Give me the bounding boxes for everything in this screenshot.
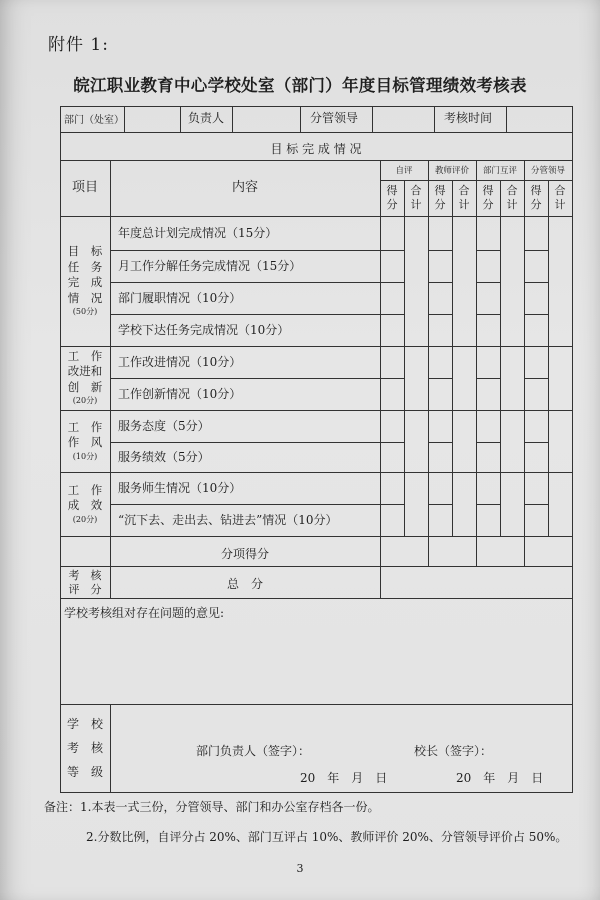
leader-label: 分管领导 [310,111,359,125]
group-score: (10分) [72,451,98,461]
group-label-line: 目 标 [67,244,103,258]
score-col-header: 得 分 [386,184,398,211]
grade-label-line: 等 级 [66,765,103,779]
total-col-header: 合 计 [458,184,470,211]
responsible-field[interactable] [233,107,300,132]
evaluator-header: 教师评价 [434,166,469,176]
dept-field[interactable] [125,107,180,132]
opinion-label: 学校考核组对存在问题的意见: [64,606,225,620]
grade-label-line: 考 核 [66,741,103,755]
col-item-header: 项目 [71,180,98,195]
group-label-line: 创 新 [67,379,103,394]
time-field[interactable] [507,107,572,132]
score-col-header: 得 分 [434,184,446,211]
col-content-header: 内容 [231,180,258,195]
score-col-header: 得 分 [482,184,494,211]
content-row-label: 月工作分解任务完成情况（15分） [118,259,302,273]
content-row-label: 工作改进情况（10分） [118,355,242,369]
group-score: (50分) [72,307,98,316]
score-col-header: 得 分 [530,184,542,211]
dept-label: 部门（处室） [64,115,124,126]
total-col-header: 合 计 [506,184,518,211]
evaluator-header: 部门互评 [482,166,517,176]
form-title: 皖江职业教育中心学校处室（部门）年度目标管理绩效考核表 [73,76,527,95]
assess-score-label: 考 核 评 分 [68,569,102,596]
total-score-label: 总 分 [226,577,263,591]
content-row-label: “沉下去、走出去、钻进去”情况（10分） [118,513,338,527]
attachment-label: 附件 1: [48,35,109,55]
group-label-line: 任 务 [67,259,103,274]
responsible-label: 负责人 [188,111,225,125]
dept-sign-label: 部门负责人（签字）： [196,744,311,758]
content-row-label: 部门履职情况（10分） [118,291,242,305]
group-label-line: 成 效 [67,498,103,512]
total-col-header: 合 计 [554,184,566,211]
opinion-field[interactable] [61,620,572,704]
group-label-line: 工 作 [67,348,103,363]
content-row-label: 年度总计划完成情况（15分） [118,226,278,240]
total-col-header: 合 计 [410,184,422,211]
grade-label-line: 学 校 [66,717,103,731]
group-label-line: 工 作 [67,482,103,497]
content-row-label: 服务师生情况（10分） [118,481,242,495]
subtotal-label: 分项得分 [220,547,269,561]
group-label [60,346,110,410]
group-label [60,410,110,472]
leader-field[interactable] [373,107,434,132]
date-2: 20 年 月 日 [456,771,544,785]
content-row-label: 工作创新情况（10分） [118,387,242,401]
group-label-line: 工 作 [67,419,103,434]
group-score: (20分) [72,514,98,524]
grade-label [60,704,110,792]
section-title: 目 标 完 成 情 况 [270,142,362,156]
group-label [60,472,110,536]
content-row-label: 学校下达任务完成情况（10分） [118,323,290,337]
group-label-line: 情 况 [67,290,103,305]
note-1: 备注：1.本表一式三份，分管领导、部门和办公室存档各一份。 [44,800,380,814]
time-label: 考核时间 [444,111,493,125]
group-label-line: 改进和 [67,364,103,379]
note-2: 2.分数比例，自评分占 20%、部门互评占 10%、教师评价 20%、分管领导评价占 50%。 [86,830,568,844]
evaluator-header: 分管领导 [530,166,565,176]
group-label-line: 作 风 [67,435,103,449]
page-number: 3 [296,862,304,875]
principal-sign-label: 校长（签字）： [414,744,493,758]
group-label-line: 完 成 [67,275,103,289]
content-row-label: 服务绩效（5分） [118,450,210,464]
content-row-label: 服务态度（5分） [118,419,210,433]
evaluator-header: 自评 [395,166,413,176]
group-label [60,216,110,346]
group-score: (20分) [72,396,98,406]
date-1: 20 年 月 日 [300,771,388,785]
